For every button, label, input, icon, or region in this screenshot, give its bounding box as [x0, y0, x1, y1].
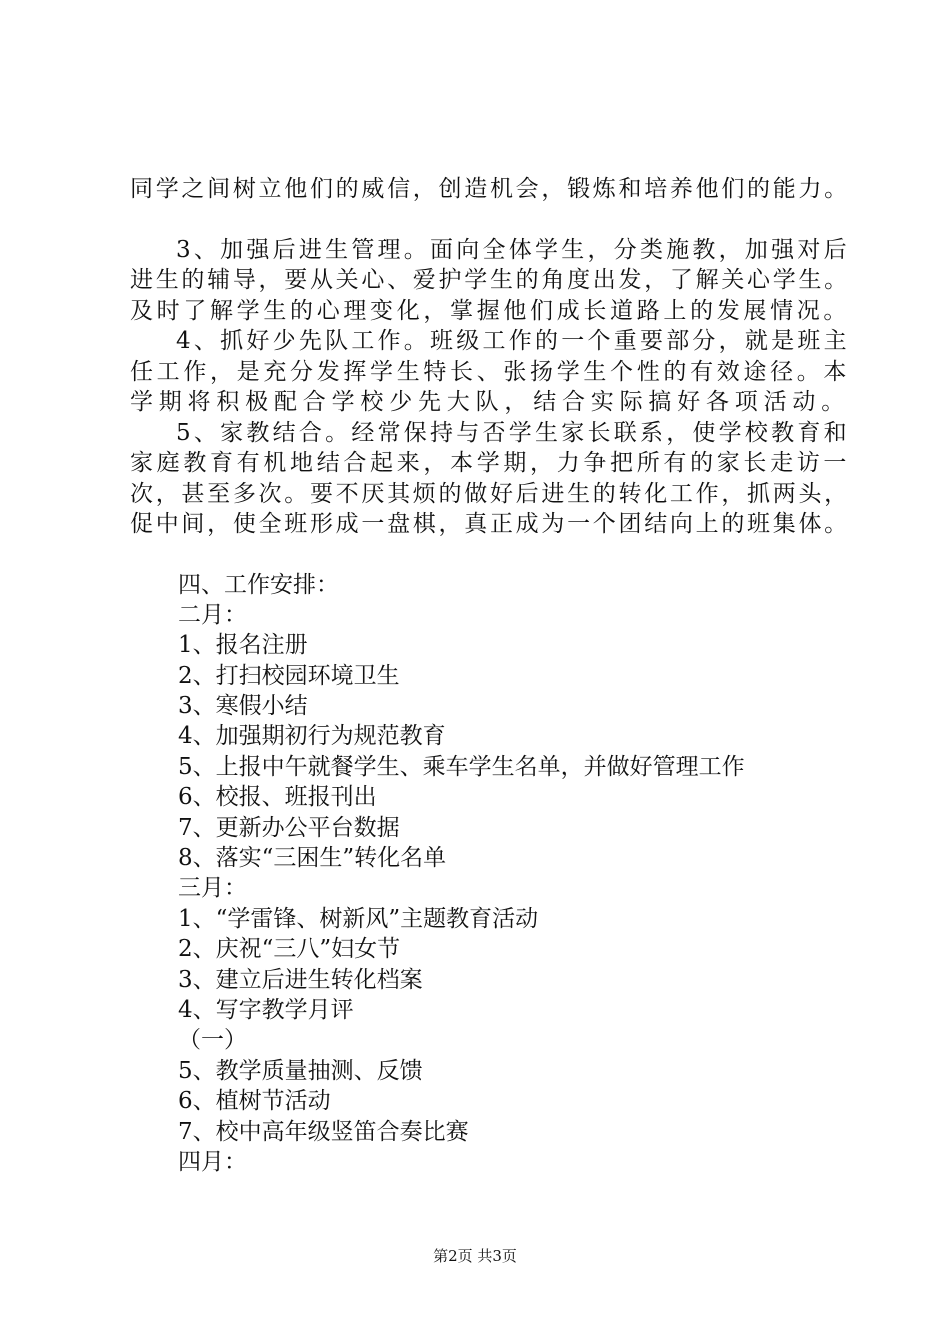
month-heading: 三月： — [178, 875, 247, 902]
text-line: 次，甚至多次。要不厌其烦的做好后进生的转化工作，抓两头， — [130, 480, 850, 507]
paragraph-3 — [130, 235, 850, 327]
list-item: 5、教学质量抽测、反馈 — [178, 1057, 423, 1084]
list-item: 7、校中高年级竖笛合奏比赛 — [178, 1118, 469, 1145]
paragraph-5 — [130, 418, 850, 540]
text-line: 4、抓好少先队工作。班级工作的一个重要部分，就是班主 — [176, 328, 850, 354]
list-item: 6、校报、班报刊出 — [178, 784, 377, 811]
text-line: 任工作，是充分发挥学生特长、张扬学生个性的有效途径。本 — [130, 358, 850, 385]
work-schedule-list — [130, 570, 850, 1178]
list-item: 4、加强期初行为规范教育 — [178, 723, 446, 750]
list-item: 1、报名注册 — [178, 632, 308, 659]
paragraph-gap — [130, 205, 850, 235]
text-line: 及时了解学生的心理变化，掌握他们成长道路上的发展情况。 — [130, 297, 850, 324]
section-heading: 四、工作安排： — [178, 571, 339, 598]
text-line: 进生的辅导，要从关心、爱护学生的角度出发，了解关心学生。 — [130, 267, 850, 293]
text-line: 促中间，使全班形成一盘棋，真正成为一个团结向上的班集体。 — [130, 511, 850, 537]
list-item: 8、落实“三困生”转化名单 — [178, 845, 447, 872]
text-line: 学期将积极配合学校少先大队，结合实际搞好各项活动。 — [130, 389, 850, 415]
paragraph-gap — [130, 540, 850, 570]
list-item: 4、写字教学月评 — [178, 996, 354, 1023]
month-heading: 二月： — [178, 601, 247, 628]
text-line: 家庭教育有机地结合起来，本学期，力争把所有的家长走访一 — [130, 450, 850, 476]
list-item: 3、建立后进生转化档案 — [178, 966, 423, 993]
list-item: 2、打扫校园环境卫生 — [178, 662, 400, 689]
list-item: 1、“学雷锋、树新风”主题教育活动 — [178, 905, 539, 932]
month-heading: 四月： — [178, 1148, 247, 1175]
list-item: 3、寒假小结 — [178, 693, 308, 720]
document-body — [130, 174, 850, 1177]
list-item: 5、上报中午就餐学生、乘车学生名单，并做好管理工作 — [178, 753, 745, 780]
list-item: 7、更新办公平台数据 — [178, 814, 400, 841]
list-item: 2、庆祝“三八”妇女节 — [178, 936, 401, 963]
page-footer: 第2页 共3页 — [433, 1247, 517, 1265]
list-item: （一） — [178, 1027, 247, 1054]
paragraph-continuation — [130, 174, 850, 205]
list-item: 6、植树节活动 — [178, 1088, 331, 1115]
text-line: 3、加强后进生管理。面向全体学生，分类施教，加强对后 — [176, 236, 850, 263]
text-line: 同学之间树立他们的威信，创造机会，锻炼和培养他们的能力。 — [130, 176, 850, 202]
text-line: 5、家教结合。经常保持与否学生家长联系，使学校教育和 — [176, 419, 850, 446]
paragraph-4 — [130, 326, 850, 418]
